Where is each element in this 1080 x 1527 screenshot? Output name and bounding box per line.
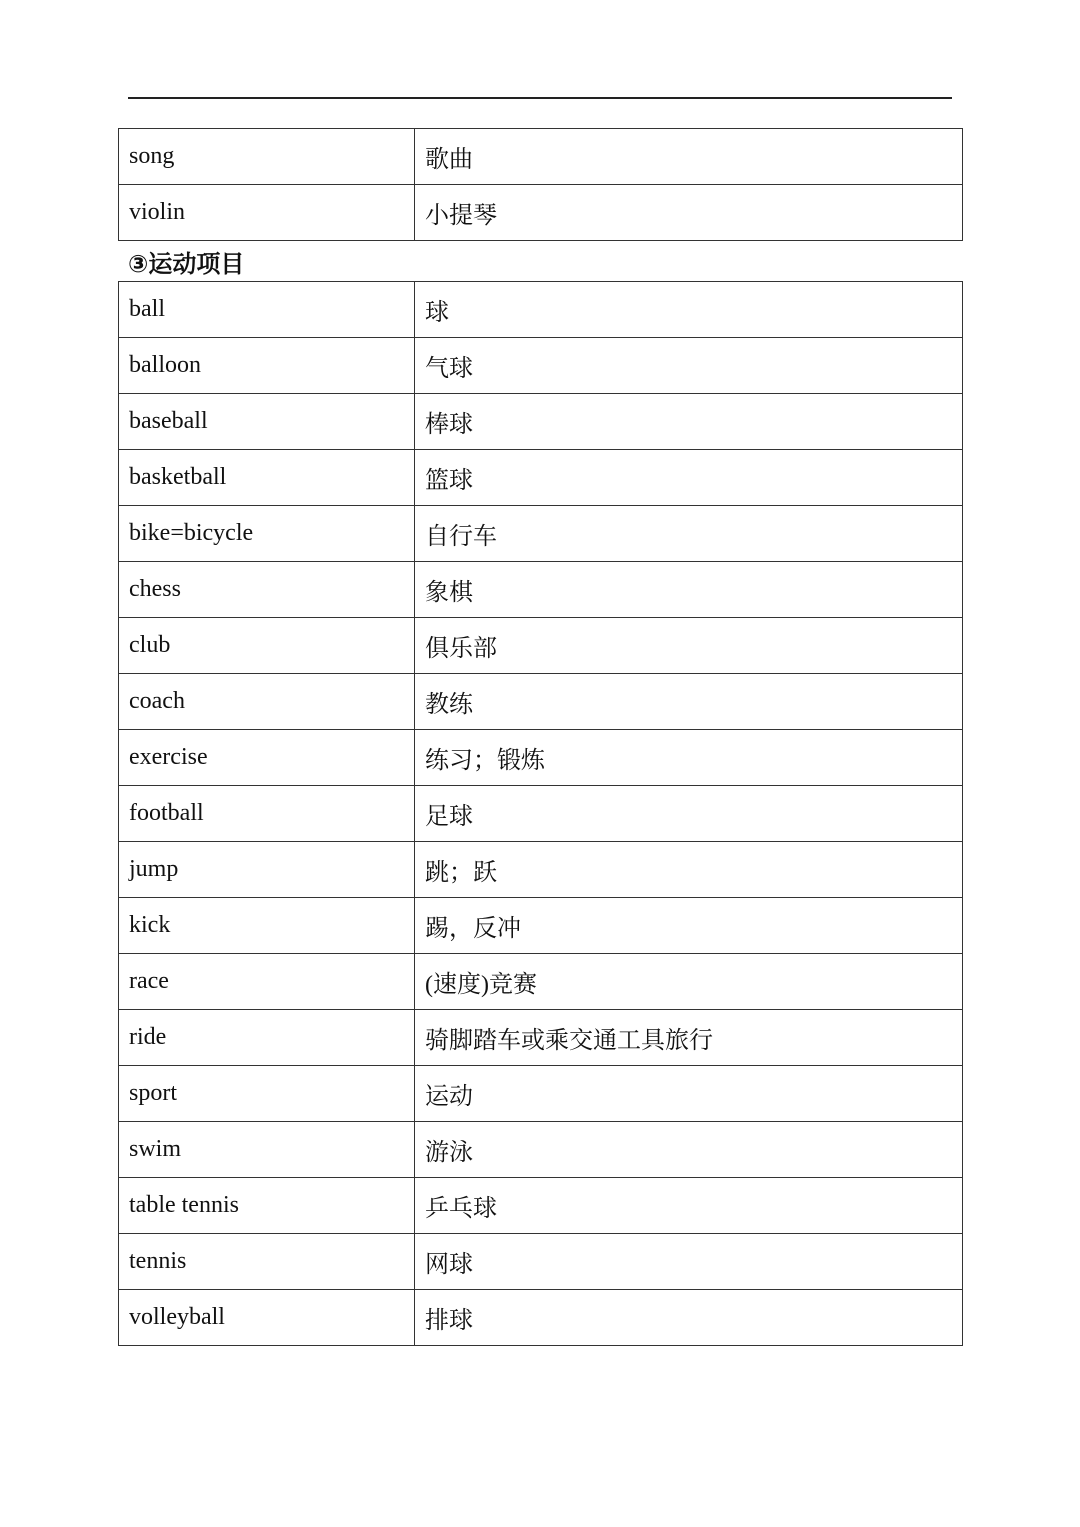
english-word-cell: exercise	[119, 730, 415, 786]
english-word-cell: volleyball	[119, 1290, 415, 1346]
chinese-meaning-cell: 小提琴	[415, 185, 963, 241]
english-word-cell: tennis	[119, 1234, 415, 1290]
english-word-cell: jump	[119, 842, 415, 898]
english-word-cell: balloon	[119, 338, 415, 394]
chinese-meaning-cell: (速度)竞赛	[415, 954, 963, 1010]
header-rule	[128, 97, 952, 99]
english-word-cell: ride	[119, 1010, 415, 1066]
sports-vocab-table	[118, 281, 963, 1346]
table-row	[119, 394, 963, 450]
chinese-meaning-cell: 象棋	[415, 562, 963, 618]
english-word-cell: race	[119, 954, 415, 1010]
english-word-cell: football	[119, 786, 415, 842]
english-word-cell: kick	[119, 898, 415, 954]
chinese-meaning-cell: 棒球	[415, 394, 963, 450]
english-word-cell: sport	[119, 1066, 415, 1122]
chinese-meaning-cell: 俱乐部	[415, 618, 963, 674]
section-heading: ③运动项目	[128, 250, 245, 278]
english-word-cell: ball	[119, 282, 415, 338]
table-row	[119, 185, 963, 241]
table-row	[119, 1010, 963, 1066]
chinese-meaning-cell: 乒乓球	[415, 1178, 963, 1234]
table-row	[119, 1122, 963, 1178]
english-word-cell: club	[119, 618, 415, 674]
table-row	[119, 1178, 963, 1234]
chinese-meaning-cell: 排球	[415, 1290, 963, 1346]
table-row	[119, 338, 963, 394]
chinese-meaning-cell: 教练	[415, 674, 963, 730]
chinese-meaning-cell: 球	[415, 282, 963, 338]
english-word-cell: basketball	[119, 450, 415, 506]
english-word-cell: song	[119, 129, 415, 185]
chinese-meaning-cell: 篮球	[415, 450, 963, 506]
chinese-meaning-cell: 自行车	[415, 506, 963, 562]
chinese-meaning-cell: 骑脚踏车或乘交通工具旅行	[415, 1010, 963, 1066]
table-row	[119, 129, 963, 185]
table-row	[119, 842, 963, 898]
table-row	[119, 1066, 963, 1122]
chinese-meaning-cell: 游泳	[415, 1122, 963, 1178]
table-row	[119, 1290, 963, 1346]
table-row	[119, 450, 963, 506]
table-row	[119, 730, 963, 786]
table-row	[119, 674, 963, 730]
english-word-cell: baseball	[119, 394, 415, 450]
english-word-cell: chess	[119, 562, 415, 618]
english-word-cell: table tennis	[119, 1178, 415, 1234]
chinese-meaning-cell: 运动	[415, 1066, 963, 1122]
table-row	[119, 954, 963, 1010]
table-row	[119, 1234, 963, 1290]
chinese-meaning-cell: 歌曲	[415, 129, 963, 185]
chinese-meaning-cell: 练习；锻炼	[415, 730, 963, 786]
chinese-meaning-cell: 足球	[415, 786, 963, 842]
music-vocab-table	[118, 128, 963, 241]
table-row	[119, 562, 963, 618]
english-word-cell: swim	[119, 1122, 415, 1178]
table-row	[119, 618, 963, 674]
english-word-cell: violin	[119, 185, 415, 241]
chinese-meaning-cell: 跳；跃	[415, 842, 963, 898]
english-word-cell: bike=bicycle	[119, 506, 415, 562]
english-word-cell: coach	[119, 674, 415, 730]
chinese-meaning-cell: 踢，反冲	[415, 898, 963, 954]
table-row	[119, 786, 963, 842]
chinese-meaning-cell: 气球	[415, 338, 963, 394]
table-row	[119, 282, 963, 338]
table-row	[119, 506, 963, 562]
chinese-meaning-cell: 网球	[415, 1234, 963, 1290]
table-row	[119, 898, 963, 954]
